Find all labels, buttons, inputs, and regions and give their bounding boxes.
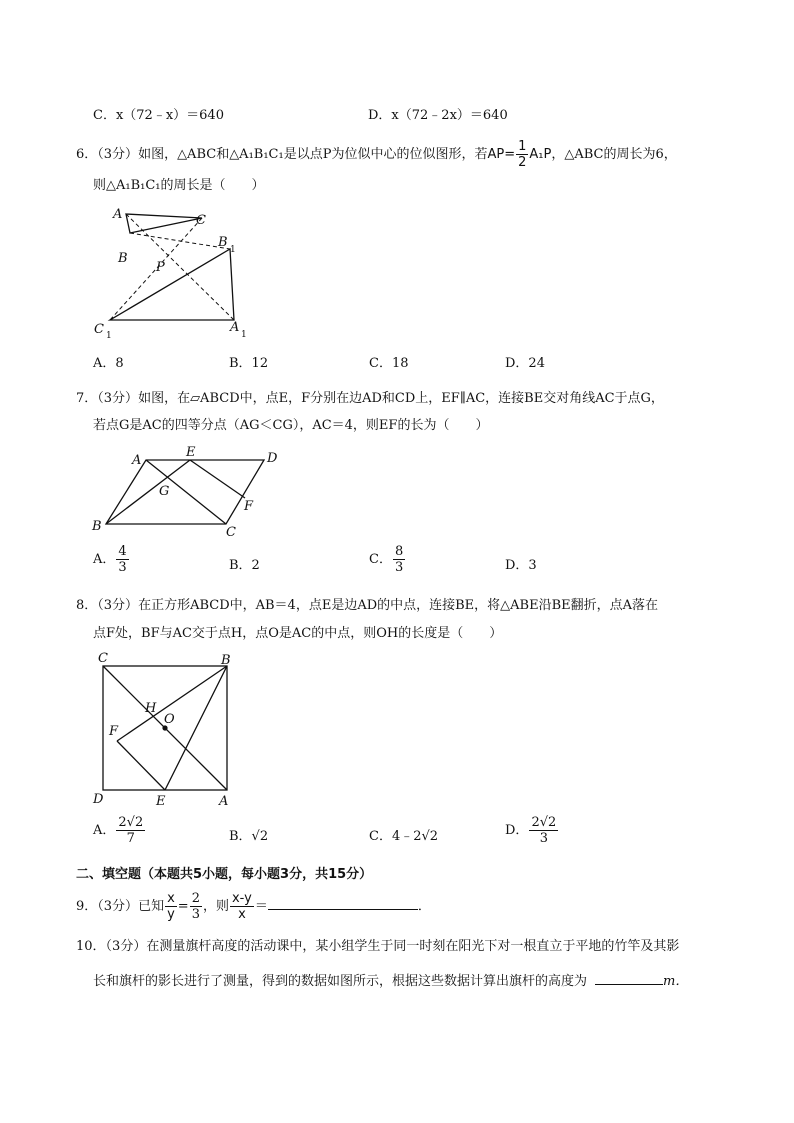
- q6-ratio: [487, 139, 552, 170]
- q7-figure: [86, 440, 286, 540]
- q6-frac-num: 1: [518, 139, 527, 154]
- q8-option-d: [505, 816, 559, 845]
- q6-label-c1-sub: 1: [106, 331, 112, 340]
- q6-ratio-ap: AP=: [487, 147, 516, 162]
- q8-label-f: F: [109, 724, 119, 739]
- q7-segment-be: [106, 460, 190, 524]
- q9-fraction-x-over-y: [165, 892, 177, 921]
- q8-label-d: D: [93, 792, 104, 807]
- q8-option-d-fraction: [529, 816, 558, 845]
- q10-text-1: 在测量旗杆高度的活动课中，某小组学生于同一时刻在阳光下对一根直立于平地的竹竿及其影: [146, 939, 680, 954]
- q7-label-g: G: [159, 484, 170, 499]
- q8-label-o: O: [164, 712, 175, 727]
- q8-number: 8．: [76, 598, 98, 613]
- q7-stem-line2: 若点G是AC的四等分点（AG＜CG），AC＝4，则EF的长为（ ）: [93, 418, 489, 433]
- q6-option-c: C．18: [369, 356, 409, 371]
- q6-option-d: D．24: [505, 356, 545, 371]
- q6-option-a: A．8: [93, 356, 124, 371]
- q7-option-c: [369, 545, 406, 574]
- q9-f2-den: 3: [191, 907, 200, 922]
- q6-points: （3分）: [97, 147, 139, 162]
- q6-label-b1-sub: 1: [230, 245, 236, 255]
- q8-segment-bf: [117, 666, 227, 741]
- q7-option-b: B．2: [229, 558, 260, 573]
- q10-answer-blank[interactable]: [595, 972, 663, 985]
- q8-option-a: [93, 816, 146, 845]
- q8-label-b: B: [221, 653, 231, 668]
- q9-fraction-target: [230, 892, 254, 921]
- q7-label-e: E: [186, 445, 196, 460]
- q7-option-c-fraction: [393, 545, 405, 574]
- q8-segment-be: [165, 666, 227, 790]
- q7-option-a-label: A．: [93, 552, 116, 567]
- q9-points: （3分）: [97, 899, 139, 914]
- q10-points: （3分）: [105, 939, 147, 954]
- q7-option-d: D．3: [505, 558, 537, 573]
- q7-option-a: [93, 545, 130, 574]
- q7-label-d: D: [267, 451, 278, 466]
- q8-label-h: H: [145, 701, 157, 716]
- q8-option-a-label: A．: [93, 823, 116, 838]
- q6-ratio-fraction: [516, 140, 528, 169]
- q7-option-c-label: C．: [369, 552, 392, 567]
- q8-stem-line2: 点F处，BF与AC交于点H，点O是AC的中点，则OH的长度是（ ）: [93, 626, 503, 641]
- q10-unit: m．: [663, 974, 689, 989]
- q7-label-b: B: [92, 519, 102, 534]
- section-heading-fill-in: 二、填空题（本题共5小题，每小题3分，共15分）: [76, 867, 373, 882]
- q7-label-c: C: [226, 525, 236, 540]
- q7-stem-line1: [76, 387, 664, 406]
- q8-option-d-label: D．: [505, 823, 529, 838]
- q6-text-b: ，△ABC的周长为6，: [551, 147, 677, 162]
- q9-equals: =: [177, 899, 189, 914]
- q7-text-1: 如图，在▱ABCD中，点E，F分别在边AD和CD上，EF∥AC，连接BE交对角线AC于点G，: [138, 391, 664, 406]
- q6-label-c1: C: [94, 322, 104, 337]
- q9-mid: ，则: [202, 899, 229, 914]
- q7-number: 7．: [76, 391, 98, 406]
- q6-label-a1: A: [230, 320, 240, 335]
- q5-option-c: C．x（72﹣x）＝640: [93, 108, 224, 123]
- q6-label-a1-sub: 1: [241, 330, 247, 340]
- q8-label-a: A: [219, 794, 229, 809]
- q6-stem-line1: [76, 140, 677, 169]
- q10-stem-line2: [93, 970, 688, 989]
- q9-f3-den: x: [238, 907, 246, 922]
- q8-option-a-den: 7: [126, 831, 135, 846]
- q7-segment-ef: [190, 460, 245, 498]
- q7-points: （3分）: [97, 391, 139, 406]
- q6-text-a: 如图，△ABC和△A₁B₁C₁是以点P为位似中心的位似图形，若: [138, 147, 488, 162]
- q5-option-d: D．x（72﹣2x）＝640: [368, 108, 508, 123]
- q6-number: 6．: [76, 147, 98, 162]
- q7-option-a-den: 3: [118, 560, 127, 575]
- q7-option-a-num: 4: [118, 544, 127, 559]
- q9-end: ．: [417, 899, 431, 914]
- q8-label-c: C: [98, 651, 108, 666]
- q9-answer-blank[interactable]: [268, 897, 418, 910]
- q6-frac-den: 2: [518, 155, 527, 170]
- q8-points: （3分）: [97, 598, 139, 613]
- q9-pre: 已知: [138, 899, 165, 914]
- q7-option-c-num: 8: [394, 544, 404, 559]
- q6-dash-a-a1: [126, 214, 234, 320]
- q8-text-1: 在正方形ABCD中，AB＝4，点E是边AD的中点，连接BE，将△ABE沿BE翻折，点A落在: [138, 598, 659, 613]
- q6-dash-b-b1: [130, 233, 230, 249]
- q6-label-b1: B: [218, 235, 228, 250]
- q6-label-p: P: [156, 260, 165, 275]
- q6-figure: [88, 200, 258, 340]
- q6-stem-line2: 则△A₁B₁C₁的周长是（ ）: [93, 178, 265, 193]
- q8-stem-line1: [76, 594, 658, 613]
- q8-option-a-fraction: [116, 816, 145, 845]
- q7-label-f: F: [244, 499, 254, 514]
- q9-stem: [76, 892, 431, 921]
- q9-f3-num: x-y: [231, 891, 252, 906]
- q9-f1-num: x: [167, 891, 175, 906]
- q7-option-c-den: 3: [394, 560, 404, 575]
- q8-option-c: C．4﹣2√2: [369, 829, 439, 844]
- q6-label-a: A: [113, 207, 123, 222]
- q6-ratio-a1p: A₁P: [529, 147, 552, 162]
- q9-post: ＝: [254, 899, 268, 914]
- q9-number: 9．: [76, 899, 98, 914]
- q9-f2-num: 2: [191, 891, 200, 906]
- q8-option-a-num: 2√2: [118, 815, 144, 830]
- q6-label-c: C: [196, 213, 206, 228]
- q7-diagonal-ac: [146, 460, 226, 524]
- q7-option-a-fraction: [116, 545, 128, 574]
- q8-figure: [88, 650, 248, 810]
- q8-option-d-num: 2√2: [531, 815, 557, 830]
- q8-label-e: E: [156, 794, 166, 809]
- q8-option-d-den: 3: [539, 831, 548, 846]
- q8-option-b: B．√2: [229, 829, 269, 844]
- q6-option-b: B．12: [229, 356, 269, 371]
- q6-label-b: B: [118, 251, 128, 266]
- q9-f1-den: y: [167, 907, 175, 922]
- q10-text-2: 长和旗杆的影长进行了测量，得到的数据如图所示，根据这些数据计算出旗杆的高度为: [93, 974, 588, 989]
- q10-stem-line1: [76, 935, 679, 954]
- q7-label-a: A: [132, 453, 142, 468]
- q9-fraction-2-over-3: [190, 892, 202, 921]
- q10-number: 10．: [76, 939, 106, 954]
- q8-segment-fe: [117, 741, 165, 790]
